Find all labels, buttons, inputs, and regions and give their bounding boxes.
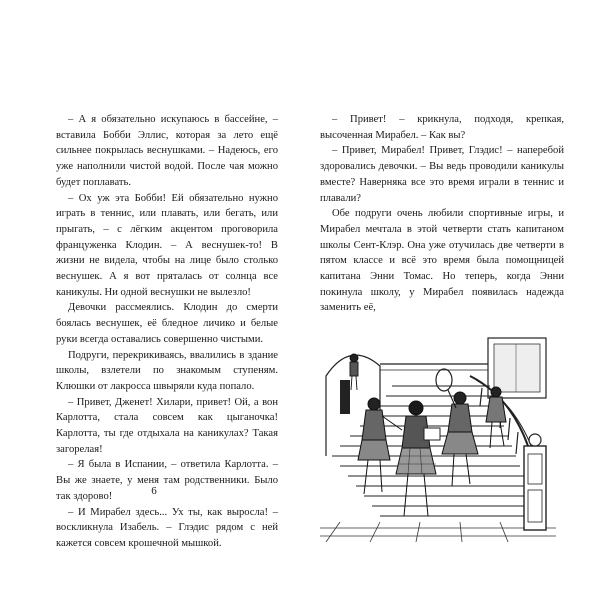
paragraph: – Привет, Мирабел! Привет, Глэдис! – наперебой здоровались девочки. – Вы ведь проводили каникулы вместе? Наверняка все это время играли в теннис и плавали? <box>320 145 564 204</box>
paragraph: Девочки рассмеялись. Клодин до смерти боялась веснушек, её бледное личико и белые руки всегда оставались совершенно чистыми. <box>56 302 278 345</box>
left-text-column <box>56 112 278 552</box>
paragraph: Обе подруги очень любили спортивные игры, и Мирабел мечтала в этой четверти стать капитаном школы Сент-Клэр. Она уже отучилась две четверти в пятом классе и всё это время была помощницей капитана Энни Томас. Но теперь, когда Энни покинула школу, у Мирабел появилась надежда заменить её, <box>320 208 564 314</box>
paragraph: – Привет! – крикнула, подходя, крепкая, высоченная Мирабел. – Как вы? <box>320 114 564 141</box>
right-text-column <box>320 112 564 316</box>
paragraph: – Я была в Испании, – ответила Карлотта. – Вы же знаете, у меня там родственники. Было так здорово! <box>56 459 278 502</box>
staircase-illustration <box>320 336 556 542</box>
right-page <box>300 0 600 600</box>
paragraph: – А я обязательно искупаюсь в бассейне, – вставила Бобби Эллис, которая за лето ещё сильнее покрылась веснушками. – Надеюсь, его уже наполнили чистой водой. После чая можно будет поплавать. <box>56 114 278 188</box>
girls-on-stairs-drawing <box>320 336 556 542</box>
paragraph: – Ох уж эта Бобби! Ей обязательно нужно играть в теннис, или плавать, или бегать, или прыгать, – с лёгким акцентом проговорила француженка Клодин. – А веснушек-то! В жизни не видела, чтобы на лице было столько веснушек. А я вот пряталась от солнца все каникулы. Ни одной веснушки не вылезло! <box>56 192 278 298</box>
paragraph: – И Мирабел здесь... Ух ты, как выросла! – воскликнула Изабель. – Глэдис рядом с ней кажется совсем крошечной мышкой. <box>56 506 278 549</box>
page-number: 6 <box>151 485 157 497</box>
paragraph: – Привет, Дженет! Хилари, привет! Ой, а вон Карлотта, стала совсем как цыганочка! Карлотта, ты где отдыхала на каникулах? Такая загорелая! <box>56 396 278 455</box>
paragraph: Подруги, перекрикиваясь, ввалились в здание школы, взлетели по знакомым ступеням. Клюшки от лакросса швыряли куда попало. <box>56 349 278 392</box>
